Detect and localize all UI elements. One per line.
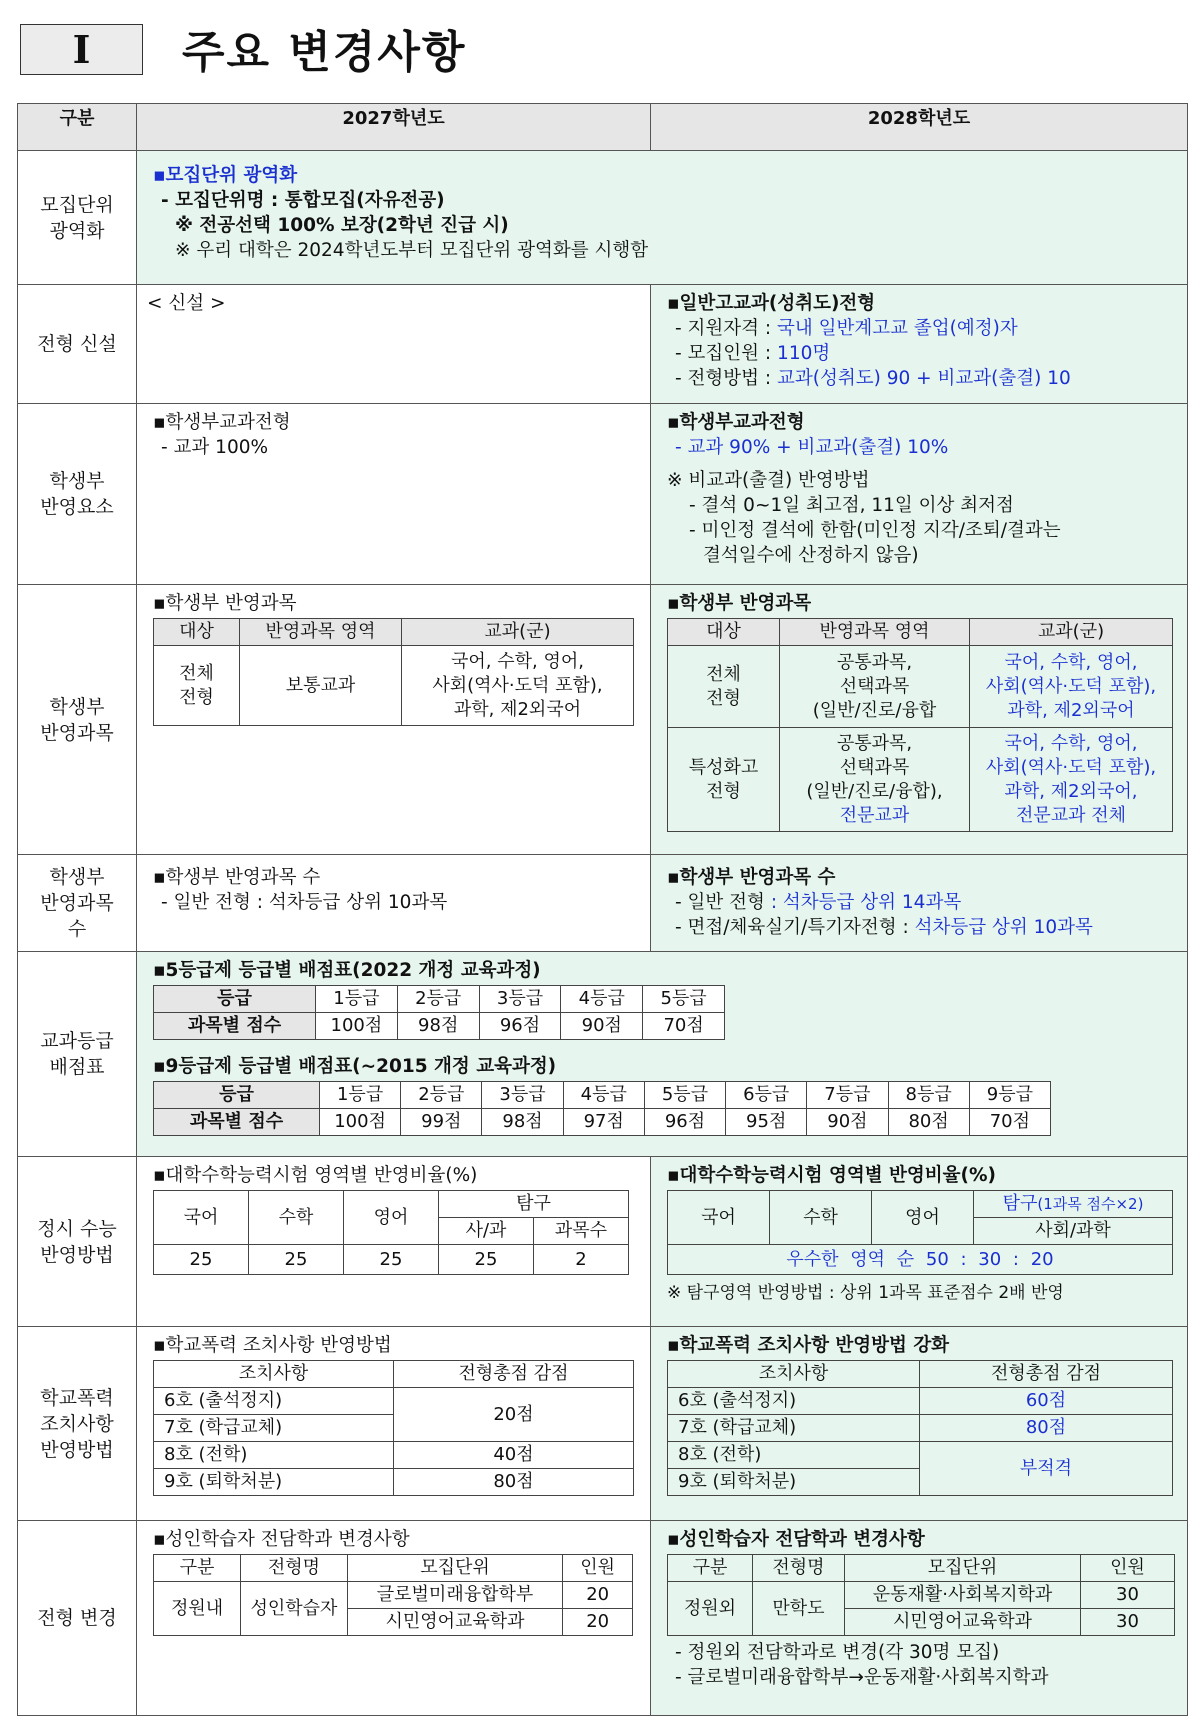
text-line: 과학, 제2외국어,	[1004, 780, 1138, 802]
category-cell: 전형 변경	[18, 1521, 137, 1716]
text-line: 전형	[706, 780, 741, 802]
school-violence-2027	[137, 1327, 651, 1521]
csat-table-2028	[667, 1190, 1173, 1275]
category-line: 배점표	[49, 1056, 105, 1078]
deduction-cell: 60점	[920, 1388, 1173, 1415]
score-cell: 100점	[320, 1109, 401, 1136]
target-cell	[154, 646, 240, 726]
text-line: 사회(역사·도덕 포함),	[985, 756, 1157, 778]
ratio-cell: 우수한 영역 순 50 : 30 : 20	[668, 1245, 1173, 1275]
score-cell: 90점	[561, 1013, 643, 1040]
section-number-box	[20, 24, 143, 75]
deduction-cell: 80점	[920, 1415, 1173, 1442]
div-cell: 정원내	[154, 1582, 241, 1636]
text-line: 선택과목	[839, 756, 910, 778]
item-value: 국내 일반계고교 졸업(예정)자	[777, 318, 1018, 339]
right-heading: ▪학생부 반영과목 수	[667, 867, 836, 888]
text-line: 사회(역사·도덕 포함),	[985, 675, 1157, 697]
th-target: 대상	[154, 619, 240, 646]
count-cell: 30	[1081, 1609, 1175, 1636]
row-label: 과목별 점수	[154, 1109, 320, 1136]
right-item: - 교과 90% + 비교과(출결) 10%	[675, 437, 949, 458]
attendance-note-heading: ※ 비교과(출결) 반영방법	[667, 470, 870, 491]
th-deduction: 전형총점 감점	[920, 1361, 1173, 1388]
deduction-cell: 부적격	[920, 1442, 1173, 1496]
score-cell: 95점	[726, 1109, 807, 1136]
csat-2027	[137, 1157, 651, 1327]
right-heading: ▪성인학습자 전담학과 변경사항	[667, 1529, 925, 1550]
grade-cell: 2등급	[401, 1082, 482, 1109]
item-key: - 전형방법 :	[675, 368, 778, 389]
text-line: 국어, 수학, 영어,	[451, 650, 584, 672]
category-line: 반영과목	[40, 892, 114, 914]
th-deduction: 전형총점 감점	[394, 1361, 634, 1388]
text-line: 사회(역사·도덕 포함),	[432, 674, 603, 696]
measure-cell: 9호 (퇴학처분)	[154, 1469, 394, 1496]
item-value: : 석차등급 상위 14과목	[770, 892, 962, 913]
category-cell	[18, 952, 137, 1157]
score-cell: 99점	[401, 1109, 482, 1136]
row-school-violence	[18, 1327, 1188, 1521]
score-cell: 90점	[807, 1109, 888, 1136]
record-elements-2027	[137, 404, 651, 585]
category-line: 수	[67, 918, 87, 940]
right-heading: ▪학생부교과전형	[667, 412, 805, 433]
th-count: 인원	[1081, 1555, 1175, 1582]
text-line: 전형	[706, 687, 741, 709]
category-line: 교과등급	[40, 1030, 114, 1052]
unit-cell: 시민영어교육학과	[347, 1609, 563, 1636]
row-csat	[18, 1157, 1188, 1327]
record-subjects-2027	[137, 585, 651, 855]
item-value: 교과(성취도) 90 + 비교과(출결) 10	[777, 368, 1071, 389]
target-cell	[668, 728, 780, 832]
grade-cell: 7등급	[807, 1082, 888, 1109]
th-target: 대상	[668, 619, 780, 646]
measure-cell: 6호 (출석정지)	[668, 1388, 920, 1415]
left-heading: ▪학생부교과전형	[153, 412, 291, 433]
general-track-heading: ▪일반고교과(성취도)전형	[667, 293, 876, 314]
item-value: 석차등급 상위 10과목	[914, 917, 1093, 938]
subjects-table-2028	[667, 618, 1173, 832]
change-note: - 글로벌미래융합학부→운동재활·사회복지학과	[675, 1667, 1049, 1688]
text-line: 전형	[179, 686, 214, 708]
row-label: 과목별 점수	[154, 1013, 316, 1040]
section-number: I	[72, 27, 91, 72]
track-cell: 성인학습자	[241, 1582, 348, 1636]
text-line: 과학, 제2외국어	[1007, 699, 1135, 721]
col-inquiry	[974, 1191, 1173, 1218]
header-2028: 2028학년도	[651, 104, 1188, 151]
row-record-subjects	[18, 585, 1188, 855]
grade5-table	[153, 985, 725, 1040]
score-cell: 96점	[479, 1013, 561, 1040]
new-admission-2028	[651, 285, 1188, 404]
col-math: 수학	[249, 1191, 344, 1245]
changes-table	[17, 103, 1188, 1716]
category-line: 반영방법	[40, 1438, 114, 1461]
text-line: 특성화고	[688, 756, 759, 778]
text-line: 국어, 수학, 영어,	[1004, 651, 1138, 673]
right-heading: ▪대학수학능력시험 영역별 반영비율(%)	[667, 1165, 996, 1186]
grade5-heading: ▪5등급제 등급별 배점표(2022 개정 교육과정)	[153, 960, 541, 981]
item-key: - 지원자격 :	[675, 318, 778, 339]
text-line: 과학, 제2외국어	[453, 698, 582, 720]
left-heading: ▪학생부 반영과목	[153, 593, 297, 614]
category-cell	[18, 585, 137, 855]
value-cell: 25	[344, 1245, 439, 1275]
area-cell	[780, 646, 970, 728]
subjects-table-2027	[153, 618, 634, 726]
category-line: 반영요소	[40, 496, 114, 518]
major-guarantee-note: ※ 전공선택 100% 보장(2학년 진급 시)	[175, 215, 509, 236]
measure-cell: 9호 (퇴학처분)	[668, 1469, 920, 1496]
left-heading: ▪학생부 반영과목 수	[153, 867, 321, 888]
grade-scores-content	[137, 952, 1188, 1157]
row-new-admission	[18, 285, 1188, 404]
th-track: 전형명	[753, 1555, 845, 1582]
item-line	[667, 366, 1175, 391]
score-cell: 97점	[563, 1109, 644, 1136]
count-cell: 20	[563, 1582, 633, 1609]
text-line: 전문교과 전체	[1015, 804, 1127, 826]
col-social-science: 사회/과학	[974, 1218, 1173, 1245]
col-korean: 국어	[668, 1191, 770, 1245]
text-line: 국어, 수학, 영어,	[1004, 732, 1138, 754]
col-social-science: 사/과	[439, 1218, 534, 1245]
text-line: 전체	[706, 663, 741, 685]
text-line: (일반/진로/융합	[812, 699, 937, 721]
item-line	[667, 341, 1175, 366]
th-measure: 조치사항	[668, 1361, 920, 1388]
recruit-unit-content	[137, 151, 1188, 285]
target-cell	[668, 646, 780, 728]
th-subjects: 교과(군)	[402, 619, 634, 646]
inquiry-method-note: ※ 탐구영역 반영방법 : 상위 1과목 표준점수 2배 반영	[667, 1283, 1064, 1303]
new-label: < 신설 >	[147, 293, 226, 314]
subject-count-2027	[137, 855, 651, 952]
row-recruit-unit	[18, 151, 1188, 285]
unit-cell: 운동재활·사회복지학과	[845, 1582, 1081, 1609]
score-cell: 80점	[888, 1109, 969, 1136]
row-label: 등급	[154, 1082, 320, 1109]
right-heading: ▪학생부 반영과목	[667, 593, 812, 614]
value-cell: 25	[249, 1245, 344, 1275]
row-record-elements	[18, 404, 1188, 585]
page-title: 주요 변경사항	[182, 27, 467, 78]
th-div: 구분	[154, 1555, 241, 1582]
item-value: 110명	[777, 343, 831, 364]
measure-cell: 7호 (학급교체)	[668, 1415, 920, 1442]
csat-2028	[651, 1157, 1188, 1327]
row-label: 등급	[154, 986, 316, 1013]
since-2024-note: ※ 우리 대학은 2024학년도부터 모집단위 광역화를 시행함	[175, 240, 649, 261]
grade-cell: 1등급	[320, 1082, 401, 1109]
category-line: 광역화	[49, 219, 105, 242]
text-line: 공통과목,	[836, 732, 913, 754]
item-line	[667, 915, 1175, 940]
grade-cell: 5등급	[644, 1082, 725, 1109]
measure-cell: 6호 (출석정지)	[154, 1388, 394, 1415]
row-grade-scores	[18, 952, 1188, 1157]
text-line: 공통과목,	[836, 651, 913, 673]
category-line: 학생부	[49, 866, 105, 888]
score-cell: 100점	[316, 1013, 398, 1040]
grade-cell: 3등급	[479, 986, 561, 1013]
category-cell	[18, 1157, 137, 1327]
track-cell: 만학도	[753, 1582, 845, 1636]
score-cell: 70점	[969, 1109, 1050, 1136]
left-heading: ▪성인학습자 전담학과 변경사항	[153, 1529, 410, 1550]
new-admission-2027	[137, 285, 651, 404]
csat-table-2027	[153, 1190, 629, 1275]
category-cell	[18, 151, 137, 285]
grade9-table	[153, 1081, 1051, 1136]
grade-cell: 3등급	[482, 1082, 563, 1109]
item-line	[667, 316, 1175, 341]
header-row	[18, 104, 1188, 151]
right-heading: ▪학교폭력 조치사항 반영방법 강화	[667, 1335, 950, 1356]
grade-cell: 9등급	[969, 1082, 1050, 1109]
grade-cell: 4등급	[563, 1082, 644, 1109]
item-key: - 일반 전형	[675, 892, 771, 913]
grade9-heading: ▪9등급제 등급별 배점표(~2015 개정 교육과정)	[153, 1056, 557, 1077]
attendance-note: - 결석 0~1일 최고점, 11일 이상 최저점	[689, 495, 1014, 516]
col-english: 영어	[872, 1191, 974, 1245]
deduction-cell: 20점	[394, 1388, 634, 1442]
adult-table-2027	[153, 1554, 633, 1636]
category-cell: 전형 신설	[18, 285, 137, 404]
th-area: 반영과목 영역	[240, 619, 402, 646]
category-line: 조치사항	[40, 1412, 114, 1435]
measure-cell: 7호 (학급교체)	[154, 1415, 394, 1442]
category-line: 정시 수능	[37, 1217, 117, 1240]
grade-cell: 6등급	[726, 1082, 807, 1109]
header-category: 구분	[18, 104, 137, 151]
inquiry-label: 탐구	[1002, 1193, 1038, 1214]
inquiry-note: (1과목 점수×2)	[1037, 1195, 1144, 1213]
text-line: (일반/진로/융합),	[806, 780, 943, 802]
category-line: 반영과목	[40, 721, 114, 744]
admission-change-2027	[137, 1521, 651, 1716]
category-cell	[18, 404, 137, 585]
score-cell: 70점	[643, 1013, 725, 1040]
value-cell: 2	[534, 1245, 629, 1275]
area-cell	[780, 728, 970, 832]
measure-cell: 8호 (전학)	[154, 1442, 394, 1469]
text-line: 전문교과	[839, 804, 910, 826]
category-line: 반영방법	[40, 1243, 114, 1266]
subjects-cell	[970, 728, 1173, 832]
col-math: 수학	[770, 1191, 872, 1245]
grade-cell: 2등급	[397, 986, 479, 1013]
text-line: 전체	[179, 662, 214, 684]
col-subject-count: 과목수	[534, 1218, 629, 1245]
category-line: 학교폭력	[40, 1386, 114, 1409]
left-heading: ▪대학수학능력시험 영역별 반영비율(%)	[153, 1165, 478, 1186]
change-note: - 정원외 전담학과로 변경(각 30명 모집)	[675, 1642, 1000, 1663]
col-english: 영어	[344, 1191, 439, 1245]
value-cell: 25	[154, 1245, 249, 1275]
unit-cell: 글로벌미래융합학부	[347, 1582, 563, 1609]
attendance-note: - 미인정 결석에 한함(미인정 지각/조퇴/결과는	[689, 520, 1061, 541]
col-korean: 국어	[154, 1191, 249, 1245]
th-unit: 모집단위	[347, 1555, 563, 1582]
th-div: 구분	[668, 1555, 753, 1582]
grade-cell: 5등급	[643, 986, 725, 1013]
th-unit: 모집단위	[845, 1555, 1081, 1582]
th-area: 반영과목 영역	[780, 619, 970, 646]
measure-cell: 8호 (전학)	[668, 1442, 920, 1469]
row-subject-count	[18, 855, 1188, 952]
record-subjects-2028	[651, 585, 1188, 855]
th-measure: 조치사항	[154, 1361, 394, 1388]
th-subjects: 교과(군)	[970, 619, 1173, 646]
score-cell: 98점	[482, 1109, 563, 1136]
subjects-cell	[970, 646, 1173, 728]
th-track: 전형명	[241, 1555, 348, 1582]
record-elements-2028	[651, 404, 1188, 585]
row-admission-change	[18, 1521, 1188, 1716]
left-heading: ▪학교폭력 조치사항 반영방법	[153, 1335, 392, 1356]
item-key: - 모집인원 :	[675, 343, 778, 364]
score-cell: 98점	[397, 1013, 479, 1040]
grade-cell: 4등급	[561, 986, 643, 1013]
div-cell: 정원외	[668, 1582, 753, 1636]
score-cell: 96점	[644, 1109, 725, 1136]
deduction-cell: 80점	[394, 1469, 634, 1496]
subject-count-2028	[651, 855, 1188, 952]
count-cell: 30	[1081, 1582, 1175, 1609]
left-item: - 일반 전형 : 석차등급 상위 10과목	[161, 892, 448, 913]
subjects-cell	[402, 646, 634, 726]
category-line: 모집단위	[40, 193, 114, 216]
deduction-cell: 40점	[394, 1442, 634, 1469]
category-cell	[18, 855, 137, 952]
attendance-note: 결석일수에 산정하지 않음)	[703, 545, 919, 566]
school-violence-2028	[651, 1327, 1188, 1521]
value-cell: 25	[439, 1245, 534, 1275]
unit-cell: 시민영어교육학과	[845, 1609, 1081, 1636]
grade-cell: 8등급	[888, 1082, 969, 1109]
count-cell: 20	[563, 1609, 633, 1636]
recruit-unit-name: - 모집단위명 : 통합모집(자유전공)	[161, 190, 445, 211]
violence-table-2027	[153, 1360, 634, 1496]
violence-table-2028	[667, 1360, 1173, 1496]
th-count: 인원	[563, 1555, 633, 1582]
left-item: - 교과 100%	[161, 437, 269, 458]
grade-cell: 1등급	[316, 986, 398, 1013]
admission-change-2028	[651, 1521, 1188, 1716]
category-line: 학생부	[49, 470, 105, 492]
text-line: 선택과목	[839, 675, 910, 697]
adult-table-2028	[667, 1554, 1175, 1636]
category-line: 학생부	[49, 695, 105, 718]
header-2027: 2027학년도	[137, 104, 651, 151]
item-line	[667, 890, 1175, 915]
recruit-unit-heading: ▪모집단위 광역화	[153, 165, 298, 186]
item-key: - 면접/체육실기/특기자전형 :	[675, 917, 915, 938]
category-cell	[18, 1327, 137, 1521]
col-inquiry: 탐구	[439, 1191, 629, 1218]
area-cell: 보통교과	[240, 646, 402, 726]
